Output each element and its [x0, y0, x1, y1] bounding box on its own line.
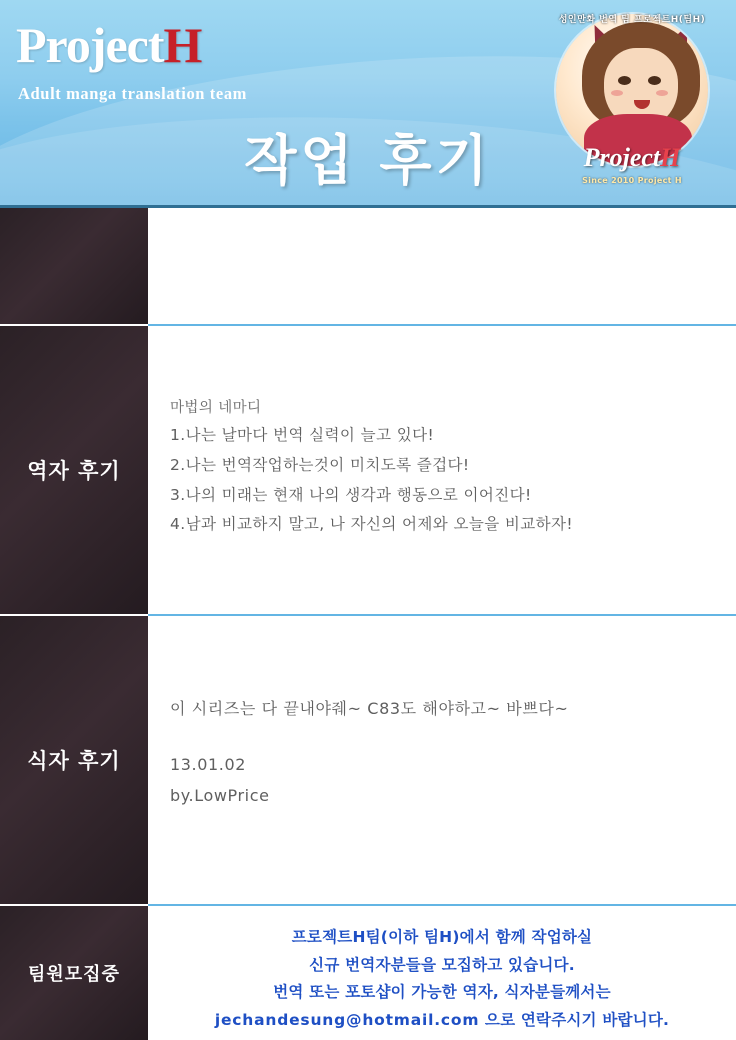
contact-email-suffix: 으로 연락주시기 바랍니다.: [479, 1010, 670, 1029]
table-row-typesetter-note: [0, 616, 736, 906]
notes-sheet: [0, 208, 736, 1040]
spacer: [170, 724, 714, 750]
row-label-blank: [0, 208, 148, 326]
translator-note-line-3: 3.나의 미래는 현재 나의 생각과 행동으로 이어진다!: [170, 485, 532, 504]
translator-note-line-1: 1.나는 날마다 번역 실력이 늘고 있다!: [170, 426, 435, 444]
team-logo: [542, 8, 722, 193]
brand-title-mark: H: [163, 17, 202, 73]
recruitment-contact-line: [170, 1007, 714, 1035]
logo-wordmark: [542, 143, 722, 173]
logo-wordmark-main: Project: [583, 143, 661, 172]
table-row-recruitment: [0, 906, 736, 1040]
table-row-blank: [0, 208, 736, 326]
recruitment-line-3: 번역 또는 포토샵이 가능한 역자, 식자분들께서는: [273, 983, 611, 1002]
character-eye-right: [648, 76, 661, 85]
translator-note-title: 마법의 네마디: [170, 400, 262, 416]
logo-wordmark-mark: H: [660, 143, 681, 172]
row-content-typesetter-note: [148, 616, 736, 906]
page-header: [0, 0, 736, 208]
row-label-typesetter-note: 식자 후기: [0, 616, 148, 906]
character-eye-left: [618, 76, 631, 85]
brand-subtitle: Adult manga translation team: [18, 84, 248, 103]
brand-title: [16, 16, 201, 74]
recruitment-line-1: 프로젝트H팀(이하 팀H)에서 함께 작업하실: [291, 928, 593, 946]
character-blush-right: [656, 90, 668, 96]
row-label-recruitment: 팀원모집중: [0, 906, 148, 1040]
row-label-translator-note: 역자 후기: [0, 326, 148, 616]
contact-email-link[interactable]: jechandesung@hotmail.com: [214, 1010, 480, 1029]
typesetter-note-date: 13.01.02: [170, 755, 247, 775]
row-content-blank: [148, 208, 736, 326]
character-blush-left: [611, 90, 623, 96]
brand-title-main: Project: [16, 17, 164, 73]
translator-note-line-2: 2.나는 번역작업하는것이 미치도록 즐겁다!: [170, 455, 470, 474]
recruitment-line-2: 신규 번역자분들을 모집하고 있습니다.: [309, 955, 575, 974]
table-row-translator-note: [0, 326, 736, 616]
logo-arc-text: 성인만화 번역 팀 프로젝트H(팀H): [558, 15, 706, 25]
translator-note-line-4: 4.남과 비교하지 말고, 나 자신의 어제와 오늘을 비교하자!: [170, 515, 574, 534]
logo-tagline: Since 2010 Project H: [582, 176, 682, 185]
typesetter-note-line-1: 이 시리즈는 다 끝내야줴~ C83도 해야하고~ 바쁘다~: [170, 699, 569, 718]
row-content-translator-note: [148, 326, 736, 616]
page-title: 작업 후기: [244, 129, 492, 192]
row-content-recruitment: [148, 906, 736, 1040]
typesetter-note-credit: by.LowPrice: [170, 785, 270, 805]
